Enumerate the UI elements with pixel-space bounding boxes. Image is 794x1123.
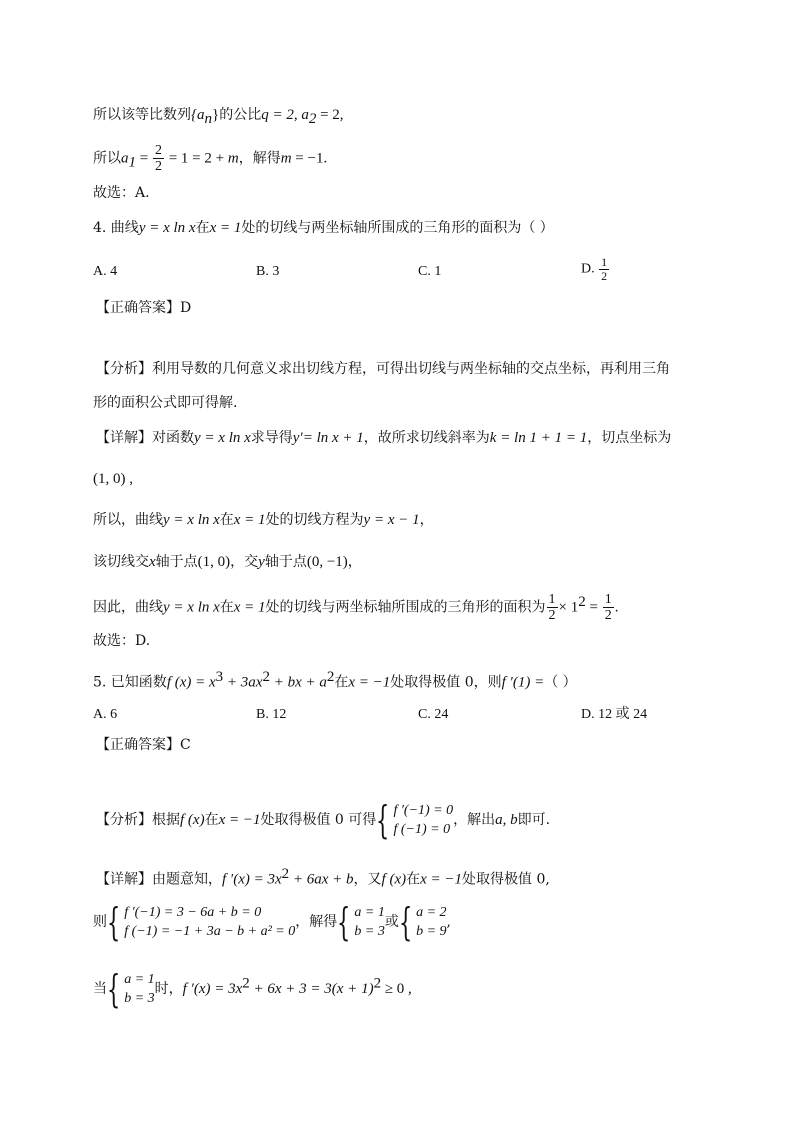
text: （ ） xyxy=(544,674,577,691)
math: m xyxy=(280,150,292,167)
text: ，解出 xyxy=(453,812,496,828)
math: (1, 0) xyxy=(197,554,231,570)
math: = xyxy=(585,599,602,616)
text: 轴于点 xyxy=(264,554,307,570)
question-4 xyxy=(93,218,554,238)
equation: a = 1 xyxy=(354,905,385,920)
math: x = 1 xyxy=(209,220,242,236)
math: x = 1 xyxy=(233,512,266,528)
text: 处的切线与两坐标轴所围成的三角形的面积为（ ） xyxy=(241,220,554,236)
text: ，解得 xyxy=(295,914,338,930)
math-sup: 2 xyxy=(326,669,335,685)
text: 处取得极值 0，则 xyxy=(390,674,502,691)
math: y = x ln x xyxy=(194,430,251,446)
text: ，解得 xyxy=(238,150,281,167)
equation: f ′(−1) = 0 xyxy=(393,803,454,818)
math-sub: 2 xyxy=(308,110,317,127)
math: f (x) xyxy=(381,871,407,888)
text: 处的切线方程为 xyxy=(265,512,364,528)
brace: { xyxy=(376,798,390,842)
equation-system xyxy=(393,801,453,839)
fraction xyxy=(599,256,609,283)
equation-system xyxy=(124,970,154,1008)
text: 处取得极值 0 可得 xyxy=(260,812,377,828)
fraction-numerator: 1 xyxy=(604,592,612,608)
text: 或 xyxy=(384,914,399,930)
text-line-ratio xyxy=(93,105,344,129)
math: a xyxy=(121,150,129,167)
equation: a = 1 xyxy=(124,972,155,987)
fraction-numerator: 1 xyxy=(548,592,556,608)
text: ，切点坐标为 xyxy=(587,430,672,446)
q5-option-d: D. 12 或 24 xyxy=(581,707,648,722)
q5-detail-line2 xyxy=(93,900,451,944)
fraction xyxy=(547,592,558,623)
q4-option-b: B. 3 xyxy=(256,264,280,279)
text: 处的切线与两坐标轴所围成的三角形的面积为 xyxy=(265,599,546,616)
fraction-numerator: 2 xyxy=(154,143,162,158)
q4-analysis-line2: 形的面积公式即可得解. xyxy=(93,395,238,411)
math: y = x ln x xyxy=(138,220,196,236)
q4-analysis-line1: 【分析】利用导数的几何意义求出切线方程，可得出切线与两坐标轴的交点坐标，再利用三角 xyxy=(96,361,670,377)
text: ， xyxy=(347,554,362,570)
math: x xyxy=(149,554,156,570)
fraction-denominator: 2 xyxy=(154,159,162,174)
text: 即可. xyxy=(517,812,551,828)
equation-system xyxy=(354,903,384,941)
fraction-denominator: 2 xyxy=(548,608,556,624)
text: 【详解】由题意知， xyxy=(96,871,222,888)
math: y xyxy=(258,554,265,570)
brace: { xyxy=(107,967,121,1011)
q4-answer: 【正确答案】D xyxy=(96,300,192,316)
fraction xyxy=(603,592,614,623)
math: = 1 = 2 + xyxy=(164,150,228,167)
text: 在 xyxy=(219,512,234,528)
math: x = −1 xyxy=(218,812,261,828)
math: f (x) = x xyxy=(166,674,216,691)
q5-analysis xyxy=(96,798,551,842)
math: y = x ln x xyxy=(163,599,220,616)
text: 时， xyxy=(154,981,183,997)
text: 在 xyxy=(204,812,219,828)
math-sup: 2 xyxy=(242,975,250,992)
math: f ′(1) = xyxy=(501,674,545,691)
q4-option-d xyxy=(581,256,610,283)
text: 在 xyxy=(219,599,234,616)
equation-system xyxy=(124,903,295,941)
math: q = 2, a xyxy=(261,107,309,123)
text: 处取得极值 0, xyxy=(462,871,550,888)
text: 轴于点 xyxy=(155,554,198,570)
math-sup: 2 xyxy=(373,975,382,992)
text-line-choose-a xyxy=(93,183,150,203)
text: 所以该等比数列 xyxy=(93,107,191,123)
brace: { xyxy=(107,900,121,944)
math: = −1. xyxy=(291,150,328,167)
equation: f ′(−1) = 3 − 6a + b = 0 xyxy=(124,905,262,920)
text: 求导得 xyxy=(250,430,293,446)
q4-choose: 故选：D. xyxy=(93,633,151,649)
text: 在 xyxy=(195,220,210,236)
brace: { xyxy=(398,900,413,944)
equation: b = 9 xyxy=(416,924,447,939)
math: + 3ax xyxy=(223,674,263,691)
text: ， xyxy=(419,512,434,528)
q5-option-c: C. 24 xyxy=(418,707,449,722)
equation: f (−1) = 0 xyxy=(393,822,451,837)
math: f (x) xyxy=(180,812,205,828)
q4-detail-line5 xyxy=(93,592,618,623)
math: f ′(x) = 3x xyxy=(182,981,243,997)
text: , xyxy=(446,914,451,930)
text: 在 xyxy=(334,674,349,691)
math: } xyxy=(212,107,220,123)
text: ，故所求切线斜率为 xyxy=(363,430,490,446)
math: y = x ln x xyxy=(163,512,220,528)
q4-detail-tangent-point: (1, 0) , xyxy=(93,471,133,487)
text: 所以，曲线 xyxy=(93,512,163,528)
option-label: D. xyxy=(581,261,595,277)
equation: f (−1) = −1 + 3a − b + a² = 0 xyxy=(124,924,296,939)
math-sub: n xyxy=(204,110,212,127)
math: k = ln 1 + 1 = 1 xyxy=(489,430,588,446)
q4-option-c: C. 1 xyxy=(418,264,442,279)
math-sup: 3 xyxy=(215,669,224,685)
text: ，又 xyxy=(353,871,382,888)
text: 因此，曲线 xyxy=(93,599,163,616)
text: 【详解】对函数 xyxy=(96,430,194,446)
math: f ′(x) = 3x xyxy=(222,871,282,888)
text: 则 xyxy=(93,914,107,930)
text: 该切线交 xyxy=(93,554,149,570)
math-sub: 1 xyxy=(128,154,136,171)
q5-option-a: A. 6 xyxy=(93,707,118,722)
math: = 2, xyxy=(316,107,344,123)
brace: { xyxy=(337,900,351,944)
math: (0, −1) xyxy=(306,554,348,570)
q4-detail-line3 xyxy=(93,510,434,530)
math: a, b xyxy=(495,812,518,828)
text: 的公比 xyxy=(219,107,262,123)
math: {a xyxy=(191,107,205,123)
text: 在 xyxy=(406,871,421,888)
math: . xyxy=(614,599,619,616)
math: y = x − 1 xyxy=(363,512,420,528)
equation: a = 2 xyxy=(416,905,447,920)
math: ≥ 0 , xyxy=(381,981,412,997)
math: + 6x + 3 = 3(x + 1) xyxy=(249,981,374,997)
text: 当 xyxy=(93,981,107,997)
math-sup: 2 xyxy=(262,669,270,685)
math: m xyxy=(227,150,239,167)
question-5 xyxy=(93,667,577,693)
math: x = 1 xyxy=(233,599,266,616)
q4-detail-line1 xyxy=(96,428,671,448)
equation: b = 3 xyxy=(124,991,155,1006)
text: 所以 xyxy=(93,150,121,167)
fraction xyxy=(153,143,164,174)
equation: b = 3 xyxy=(354,924,385,939)
q5-detail-line3 xyxy=(93,967,412,1011)
text-line-solve-m xyxy=(93,143,327,174)
q5-option-b: B. 12 xyxy=(256,707,287,722)
math: = xyxy=(136,150,152,167)
math: + 6ax + b xyxy=(289,871,354,888)
fraction-numerator: 1 xyxy=(601,255,608,269)
text: 5. 已知函数 xyxy=(93,674,167,691)
text: 4. 曲线 xyxy=(93,220,139,236)
fraction-denominator: 2 xyxy=(601,269,608,283)
q4-detail-line4 xyxy=(93,552,362,572)
text: 故选：A. xyxy=(93,185,150,201)
math-sup: 2 xyxy=(281,866,290,882)
math: x = −1 xyxy=(348,674,391,691)
q5-detail-line1 xyxy=(96,864,550,890)
math: + bx + a xyxy=(269,674,327,691)
math-sup: 2 xyxy=(578,594,586,610)
math: y′= ln x + 1 xyxy=(292,430,364,446)
q5-answer: 【正确答案】C xyxy=(96,737,191,753)
equation-system xyxy=(416,903,446,941)
fraction-denominator: 2 xyxy=(604,608,612,624)
text: 【分析】根据 xyxy=(96,812,180,828)
math: × 1 xyxy=(558,599,579,616)
math: x = −1 xyxy=(420,871,463,888)
q4-option-a: A. 4 xyxy=(93,264,118,279)
text: ，交 xyxy=(230,554,259,570)
